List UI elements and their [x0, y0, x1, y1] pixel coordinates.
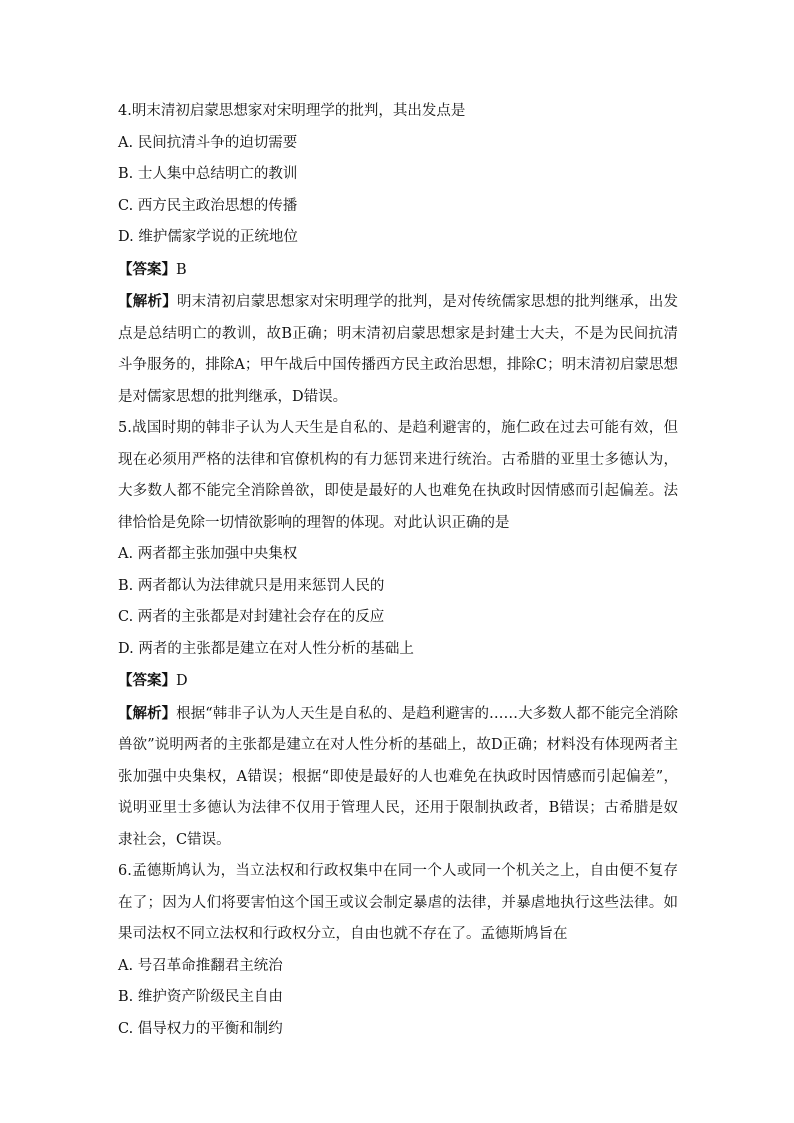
answer-value: B [176, 261, 187, 278]
question-stem: 5.战国时期的韩非子认为人天生是自私的、是趋利避害的，施仁政在过去可能有效，但现在必须用严格的法律和官僚机构的有力惩罚来进行统治。古希腊的亚里士多德认为，大多数人都不能完全消除兽欲，即使是最好的人也难免在执政时因情感而引起偏差。法律恰恰是免除一切情欲影响的理智的体现。对此认识正确的是 [118, 420, 678, 531]
option-a: A. 民间抗清斗争的迫切需要 [118, 134, 298, 151]
analysis-label: 【解析】 [118, 704, 177, 722]
analysis-paragraph [118, 286, 678, 413]
answer-label: 【答案】 [118, 260, 176, 278]
analysis-paragraph [118, 698, 678, 857]
option-c: C. 倡导权力的平衡和制约 [118, 1020, 283, 1037]
option-a: A. 两者都主张加强中央集权 [118, 546, 298, 562]
option-a: A. 号召革命推翻君主统治 [118, 957, 283, 974]
option-c: C. 西方民主政治思想的传播 [118, 197, 298, 214]
answer-line [118, 254, 678, 287]
option-d: D. 两者的主张都是建立在对人性分析的基础上 [118, 640, 414, 657]
question-stem: 6.孟德斯鸠认为，当立法权和行政权集中在同一个人或同一个机关之上，自由便不复存在了；因为人们将要害怕这个国王或议会制定暴虐的法律，并暴虐地执行这些法律。如果司法权不同立法权和行政权分立，自由也就不存在了。孟德斯鸠旨在 [118, 863, 678, 942]
analysis-text: 明末清初启蒙思想家对宋明理学的批判，是对传统儒家思想的批判继承，出发点是总结明亡的教训，故B正确；明末清初启蒙思想家是封建士大夫，不是为民间抗清斗争服务的，排除A；甲午战后中国传播西方民主政治思想，排除C；明末清初启蒙思想是对儒家思想的批判继承，D错误。 [118, 294, 679, 405]
document-page [118, 96, 678, 1045]
question-stem: 4.明末清初启蒙思想家对宋明理学的批判，其出发点是 [118, 103, 466, 119]
question-6 [118, 856, 678, 1045]
analysis-label: 【解析】 [118, 293, 177, 310]
option-b: B. 两者都认为法律就只是用来惩罚人民的 [118, 577, 385, 594]
option-b: B. 士人集中总结明亡的教训 [118, 166, 298, 182]
question-5 [118, 413, 678, 856]
answer-label: 【答案】 [118, 672, 176, 689]
answer-value: D [176, 673, 188, 689]
analysis-text: 根据“韩非子认为人天生是自私的、是趋利避害的……大多数人都不能完全消除兽欲”说明两者的主张都是建立在对人性分析的基础上，故D正确；材料没有体现两者主张加强中央集权，A错误；根据“即使是最好的人也难免在执政时因情感而引起偏差”，说明亚里士多德认为法律不仅用于管理人民，还用于限制执政者，B错误；古希腊是奴隶社会，C错误。 [118, 705, 678, 848]
option-d: D. 维护儒家学说的正统地位 [118, 229, 298, 245]
option-b: B. 维护资产阶级民主自由 [118, 989, 283, 1005]
answer-line [118, 665, 678, 698]
question-4 [118, 96, 678, 413]
option-c: C. 两者的主张都是对封建社会存在的反应 [118, 609, 385, 625]
